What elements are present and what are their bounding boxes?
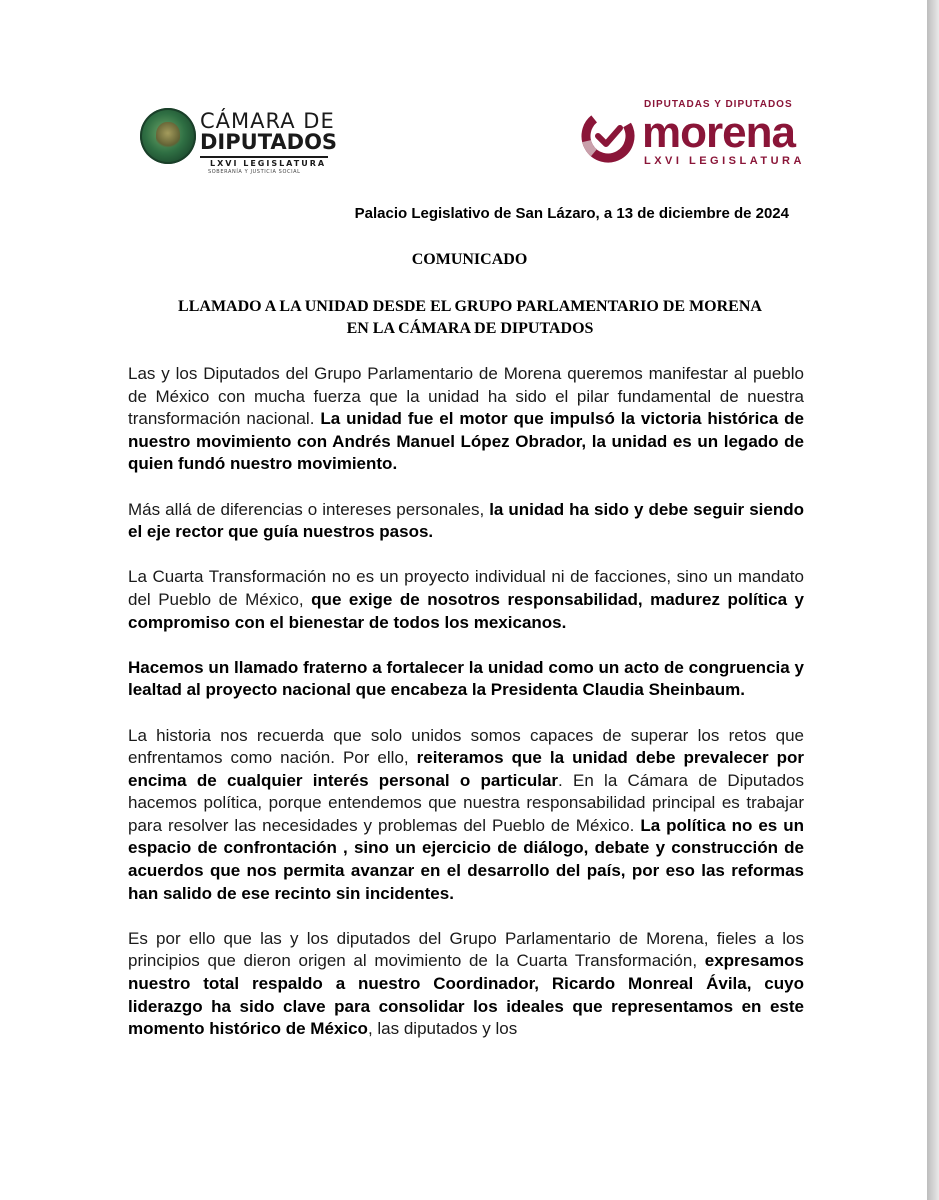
camara-logo-rule — [200, 156, 328, 158]
p1-bold: La unidad fue el motor que impulsó la victoria histórica de nuestro movimiento con Andrés Manuel López Obrador, la unidad es un legado de quien fundó nuestro movimiento. — [128, 409, 804, 474]
p1-plain: Las y los Diputados del Grupo Parlamentario de Morena queremos manifestar al pueblo de México con mucha fuerza que la unidad ha sido el pilar fundamental de nuestra transformación nacional. — [128, 364, 804, 429]
headline — [100, 296, 840, 340]
p6-plain2: , las diputados y los — [367, 1019, 518, 1039]
page-edge-shadow — [927, 0, 939, 1200]
morena-logo — [578, 100, 803, 170]
paragraph-2 — [128, 499, 804, 544]
morena-logo-name: morena — [642, 108, 795, 157]
paragraph-5 — [128, 725, 804, 906]
camara-logo-line1: CÁMARA DE — [200, 109, 335, 133]
national-seal-icon — [140, 108, 196, 164]
p5-plain2: . En la Cámara de Diputados hacemos política, porque entendemos que nuestra responsabilidad principal es trabajar para resolver las necesidades y problemas del Pueblo de México. — [128, 770, 804, 835]
body-text — [128, 363, 804, 1063]
p2-bold: la unidad ha sido y debe seguir siendo el eje rector que guía nuestros pasos. — [128, 499, 804, 542]
place-date: Palacio Legislativo de San Lázaro, a 13 de diciembre de 2024 — [354, 205, 789, 222]
morena-logo-legislature: LXVI LEGISLATURA — [644, 155, 805, 167]
p4-bold: Hacemos un llamado fraterno a fortalecer la unidad como un acto de congruencia y lealtad al proyecto nacional que encabeza la Presidenta Claudia Sheinbaum. — [128, 657, 804, 700]
p5-bold1: reiteramos que la unidad debe prevalecer por encima de cualquier interés personal o particular — [128, 748, 804, 790]
p6-plain1: Es por ello que las y los diputados del Grupo Parlamentario de Morena, fieles a los principios que dieron origen al movimiento de la Cuarta Transformación, — [128, 928, 804, 971]
headline-line1: LLAMADO A LA UNIDAD DESDE EL GRUPO PARLAMENTARIO DE MORENA — [178, 298, 762, 315]
p5-bold2: La política no es un espacio de confrontación , sino un ejercicio de diálogo, debate y construcción de acuerdos que nos permita avanzar en el desarrollo del país, por eso las reformas han salido de ese recinto sin incidentes. — [128, 815, 804, 903]
paragraph-4 — [128, 657, 804, 702]
paragraph-3 — [128, 566, 804, 634]
morena-logo-text — [642, 100, 807, 167]
p2-plain: Más allá de diferencias o intereses personales, — [128, 499, 490, 519]
camara-de-diputados-logo — [140, 108, 340, 175]
camara-logo-line4: SOBERANÍA Y JUSTICIA SOCIAL — [208, 169, 301, 175]
camara-logo-text — [200, 111, 340, 175]
paragraph-1 — [128, 363, 804, 476]
p5-plain1: La historia nos recuerda que solo unidos somos capaces de superar los retos que enfrentamos como nación. Por ello, — [128, 725, 804, 768]
p3-plain: La Cuarta Transformación no es un proyecto individual ni de facciones, sino un mandato del Pueblo de México, — [128, 567, 804, 609]
paragraph-6 — [128, 928, 804, 1041]
p3-bold: que exige de nosotros responsabilidad, madurez política y compromiso con el bienestar de todos los mexicanos. — [128, 589, 804, 632]
document-type: COMUNICADO — [411, 251, 528, 268]
headline-line2: EN LA CÁMARA DE DIPUTADOS — [346, 320, 594, 337]
camara-logo-line3: LXVI LEGISLATURA — [210, 159, 327, 168]
p6-bold1: expresamos nuestro total respaldo a nuestro Coordinador, Ricardo Monreal Ávila, cuyo liderazgo ha sido clave para consolidar los ideales que representamos en este momento histórico de México — [128, 951, 804, 1039]
morena-logo-top: DIPUTADAS Y DIPUTADOS — [644, 99, 793, 110]
morena-check-ring-icon — [578, 106, 638, 166]
camara-logo-line2: DIPUTADOS — [200, 130, 338, 154]
